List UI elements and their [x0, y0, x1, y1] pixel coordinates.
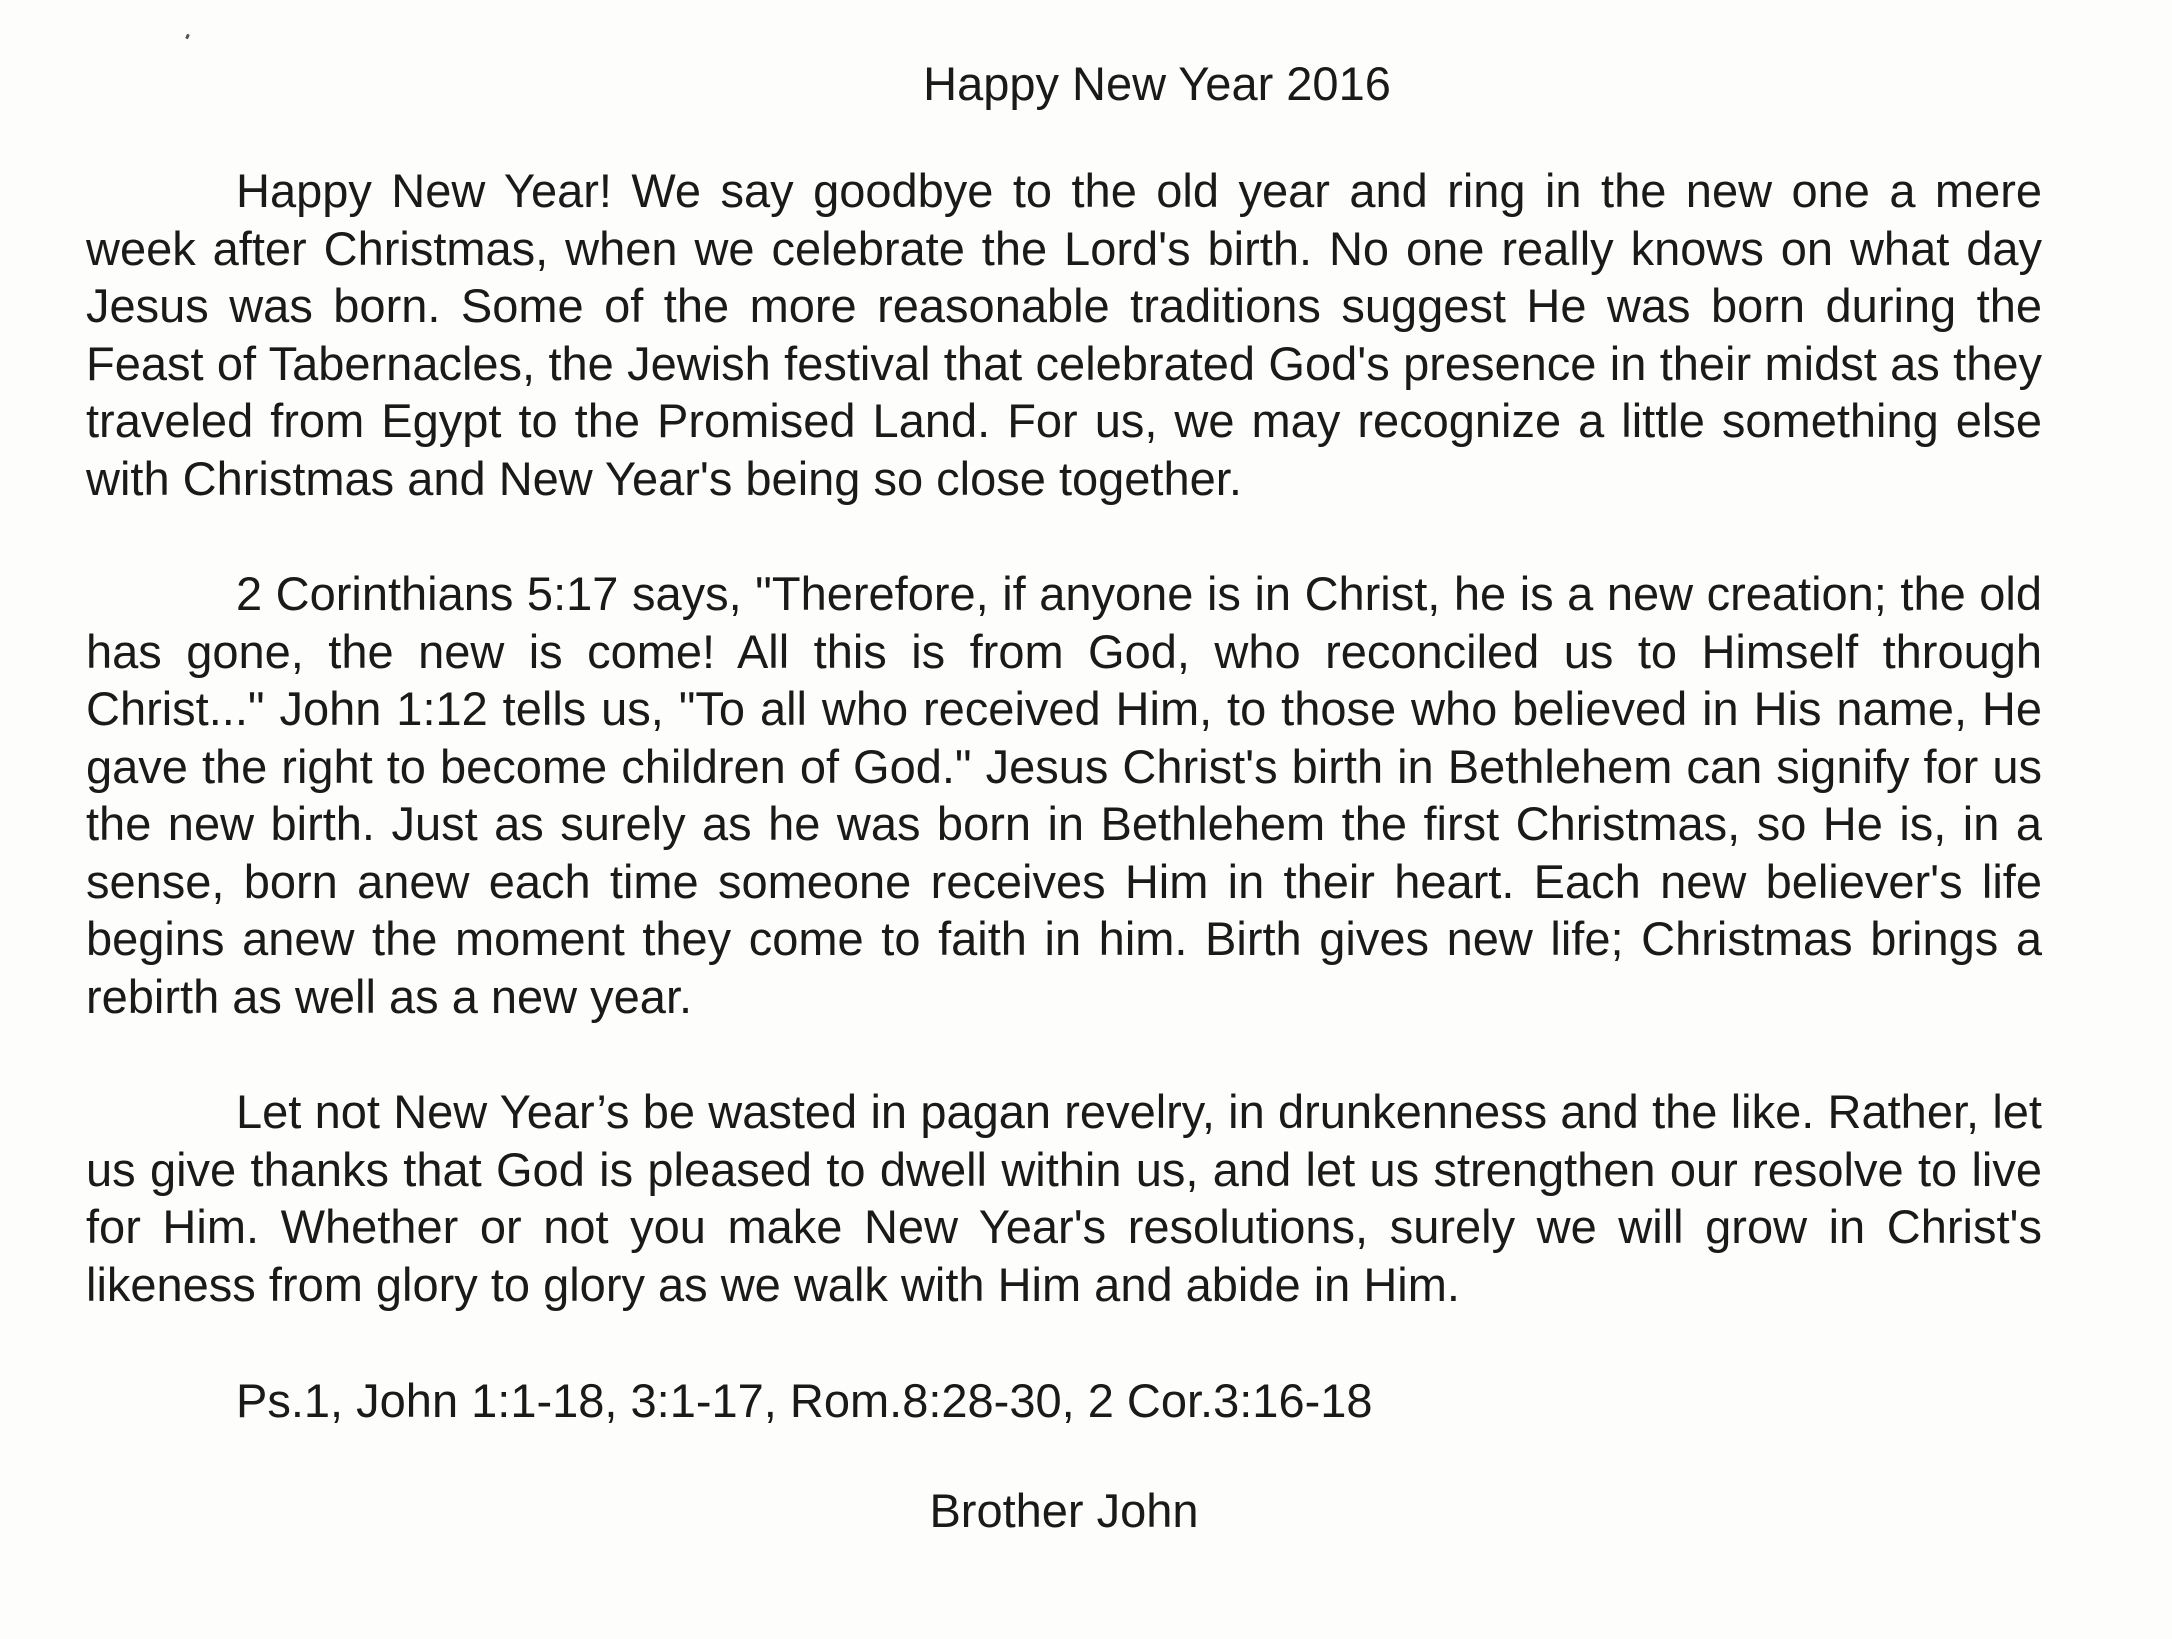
paragraph-2: 2 Corinthians 5:17 says, "Therefore, if anyone is in Christ, he is a new creation; the old has gone, the new is come! All this is from God, who reconciled us to Himself through Christ..." John 1:12 tells us, "To all who received Him, to those who believed in His name, He gave the right to become children of God." Jesus Christ's birth in Bethlehem can signify for us the new birth. Just as surely as he was born in Bethlehem the first Christmas, so He is, in a sense, born anew each time someone receives Him in their heart. Each new believer's life begins anew the moment they come to faith in him. Birth gives new life; Christmas brings a rebirth as well as a new year. — [86, 567, 2042, 1023]
signature: Brother John — [929, 1484, 1199, 1537]
paragraph-1: Happy New Year! We say goodbye to the old year and ring in the new one a mere week after Christmas, when we celebrate the Lord's birth. No one really knows on what day Jesus was born. Some of the more reasonable traditions suggest He was born during the Feast of Tabernacles, the Jewish festival that celebrated God's presence in their midst as they traveled from Egypt to the Promised Land. For us, we may recognize a little something else with Christmas and New Year's being so close together. — [86, 164, 2042, 505]
scripture-references: Ps.1, John 1:1-18, 3:1-17, Rom.8:28-30, 2 Cor.3:16-18 — [236, 1374, 1373, 1427]
paragraph-3: Let not New Year’s be wasted in pagan revelry, in drunkenness and the like. Rather, let us give thanks that God is pleased to dwell within us, and let us strengthen our resolve to live for Him. Whether or not you make New Year's resolutions, surely we will grow in Christ's likeness from glory to glory as we walk with Him and abide in Him. — [86, 1085, 2042, 1311]
scan-speck — [185, 34, 190, 40]
page-title: Happy New Year 2016 — [923, 57, 1391, 110]
